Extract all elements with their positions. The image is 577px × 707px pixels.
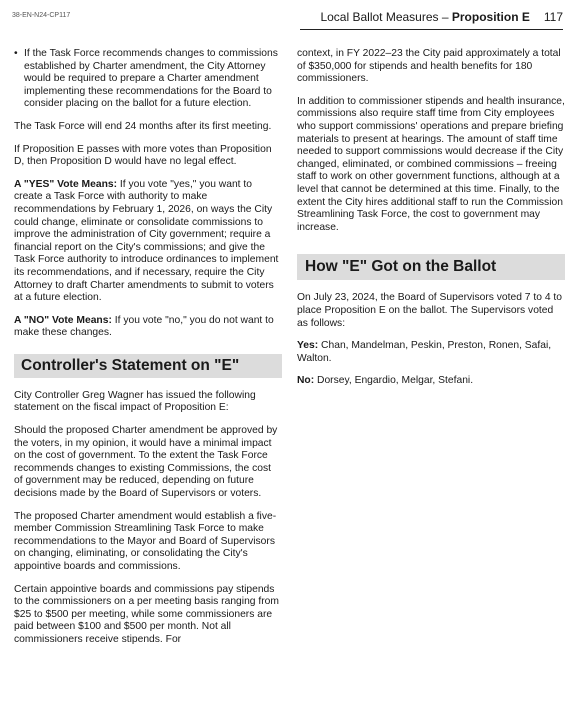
no-votes-paragraph — [297, 375, 565, 388]
running-header — [320, 10, 563, 24]
page-number: 117 — [543, 10, 563, 24]
controller-paragraph-1: City Controller Greg Wagner has issued the following statement on the fiscal impact of Proposition E: — [14, 389, 256, 414]
header-rule — [300, 29, 563, 30]
bullet-text: If the Task Force recommends changes to commissions established by Charter amendment, the City Attorney would be required to prepare a Charter amendment implementing these recommendations for the Board to consider placing on the ballot for a future election. — [24, 48, 278, 110]
yes-vote-text: If you vote "yes," you want to create a Task Force with authority to make recommendations by February 1, 2026, on ways the City could change, eliminate or consolidate commissions to improve the administration of City government; require a financial report on the City's commissions; and give the Task Force authority to introduce ordinances to implement its recommendations, and if necessary, require the City Attorney to draft Charter amendments to submit to voters at a future election. — [14, 178, 279, 304]
document-code: 38-EN-N24-CP117 — [12, 12, 71, 19]
yes-votes-paragraph — [297, 340, 565, 365]
yes-vote-label: A "YES" Vote Means: — [14, 178, 118, 190]
yes-votes-label: Yes: — [297, 340, 319, 352]
controller-paragraph-2: Should the proposed Charter amendment be approved by the voters, in my opinion, it would have a minimal impact on the cost of government. To the extent the Task Force recommends changes to existing Commissions, the cost of government may be reduced, depending on future decisions made by the Board of Supervisors or voters. — [14, 425, 278, 500]
left-column — [14, 48, 282, 657]
yes-votes-list: Chan, Mandelman, Peskin, Preston, Ronen, Safai, Walton. — [297, 340, 552, 364]
bullet-dot: • — [14, 48, 18, 59]
task-force-end-paragraph: The Task Force will end 24 months after its first meeting. — [14, 120, 272, 132]
no-vote-label: A "NO" Vote Means: — [14, 314, 112, 326]
right-column — [297, 48, 565, 398]
staff-time-paragraph: In addition to commissioner stipends and health insurance, commissions also require staff time from City employees who support commissions' operations and prepare briefing materials to present at hearings. The amount of staff time needed to support commissions would decrease if the City changed, eliminated, or combined commissions – freeing staff to work on other government functions, although at a level that cannot be determined at this time. Finally, to the extent the City hires additional staff to run the Commission Streamlining Task Force, the cost to government may increase. — [297, 95, 565, 233]
task-force-bullet — [14, 48, 282, 111]
context-paragraph: context, in FY 2022–23 the City paid approximately a total of $350,000 for stipends and health benefits for 180 commissioners. — [297, 48, 561, 85]
section-title: Local Ballot Measures – — [320, 10, 452, 24]
no-vote-paragraph — [14, 315, 282, 340]
no-votes-list: Dorsey, Engardio, Melgar, Stefani. — [314, 375, 474, 387]
proposition-title: Proposition E — [451, 10, 530, 24]
controller-statement-heading: Controller's Statement on "E" — [14, 354, 282, 378]
controller-paragraph-3: The proposed Charter amendment would establish a five-member Commission Streamlining Task Force to make recommendations to the Mayor and Board of Supervisors on changing, eliminating, or consolidating the City's appointive boards and commissions. — [14, 510, 277, 572]
board-vote-paragraph: On July 23, 2024, the Board of Supervisors voted 7 to 4 to place Proposition E on the ballot. The Supervisors voted as follows: — [297, 292, 563, 329]
no-vote-text: If you vote "no," you do not want to make these changes. — [14, 314, 274, 339]
ballot-heading: How "E" Got on the Ballot — [297, 254, 565, 280]
proposition-d-paragraph: If Proposition E passes with more votes than Proposition D, then Proposition D would have no legal effect. — [14, 143, 272, 168]
controller-paragraph-4: Certain appointive boards and commissions pay stipends to the commissioners on a per meeting basis ranging from $25 to $500 per meeting, while some commissioners are paid between $100 and $500 per month. Not all commissioners receive stipends. For — [14, 583, 279, 645]
yes-vote-paragraph — [14, 179, 282, 305]
no-votes-label: No: — [297, 375, 315, 387]
